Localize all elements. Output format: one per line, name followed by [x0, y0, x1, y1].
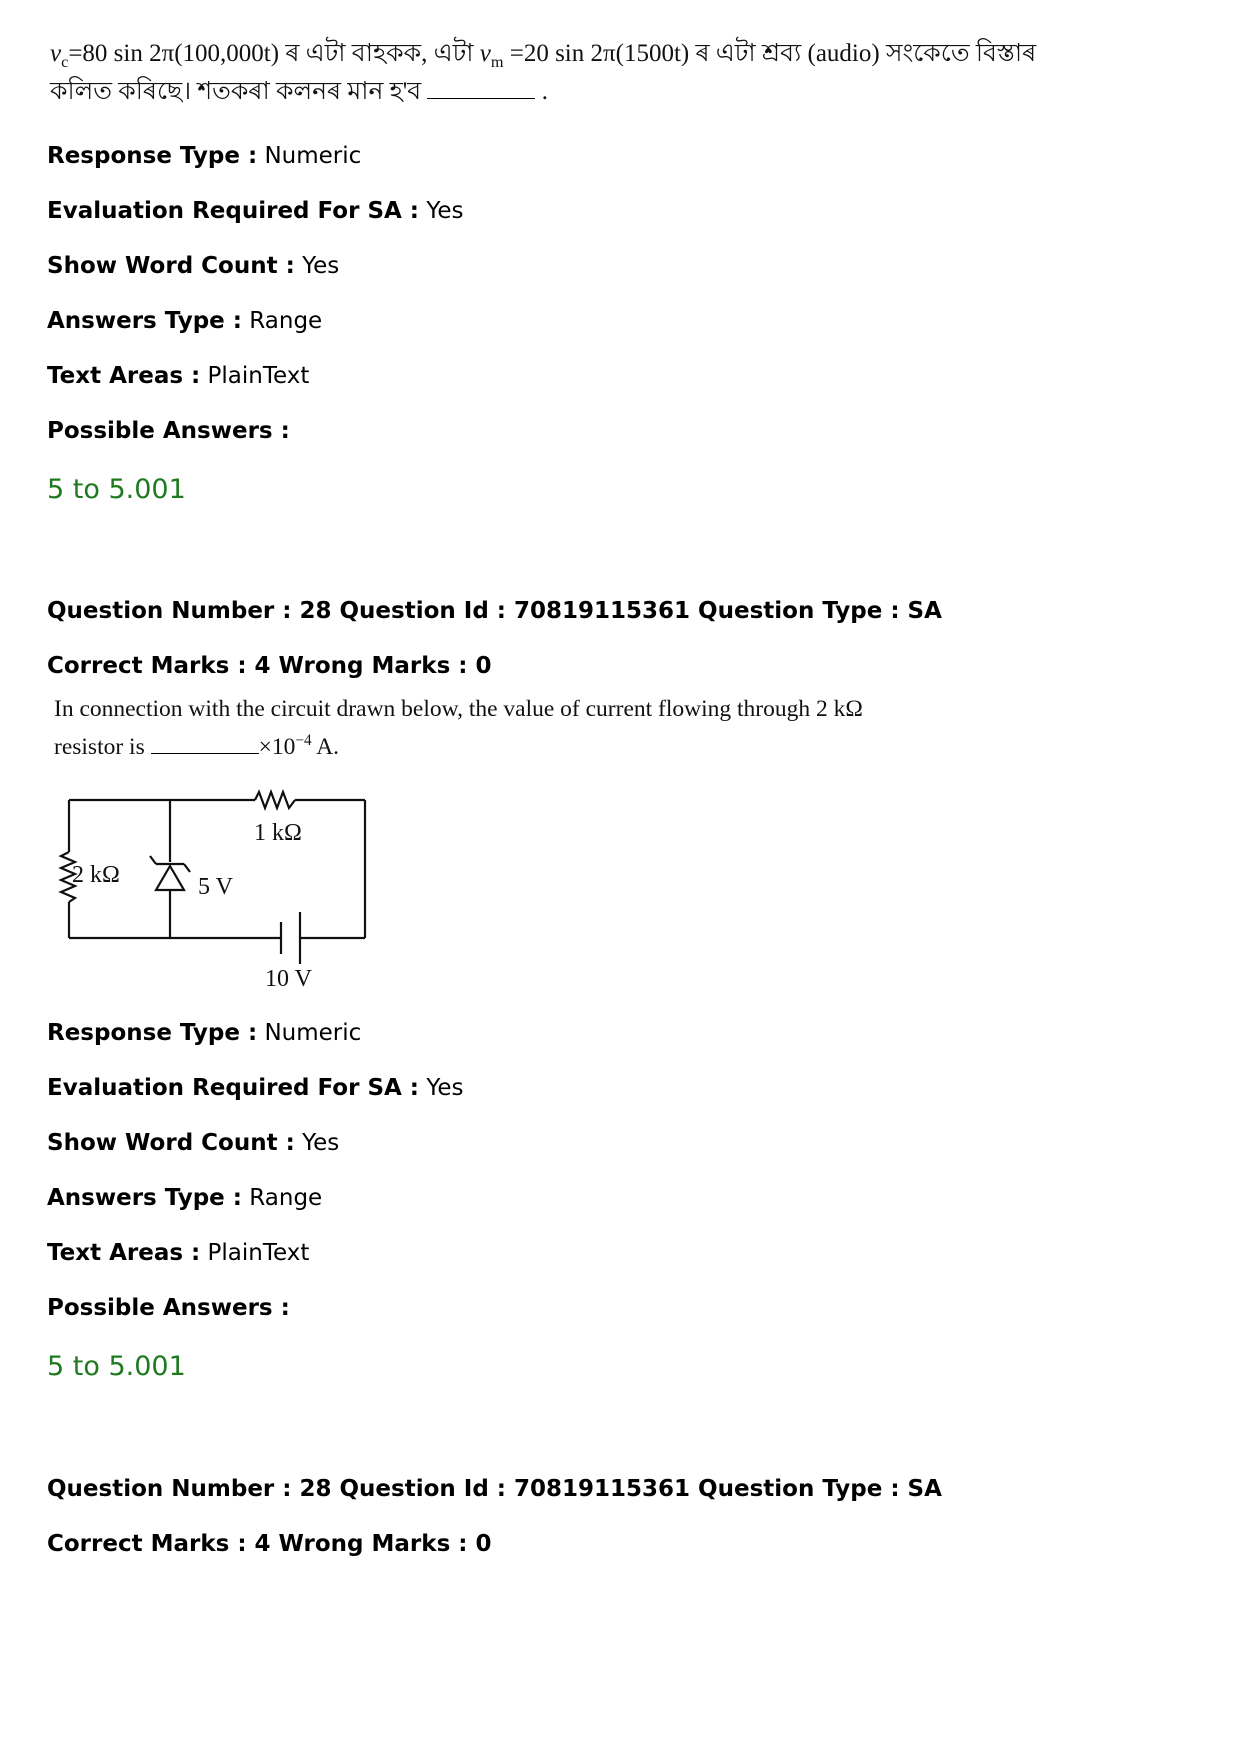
answers-type: Answers Type : Range	[47, 1185, 323, 1211]
question-text-line-2: resistor is $\times 10^{-4}$ A.	[54, 732, 340, 760]
label-zener: 5 V	[198, 874, 233, 900]
question-marks: Correct Marks : 4 Wrong Marks : 0	[47, 1531, 492, 1557]
show-word-count: Show Word Count : Yes	[47, 1130, 340, 1156]
possible-answer: 5 to 5.001	[47, 1351, 186, 1382]
question-text-line-2: কলিত কৰিছে। শতকৰা কলনৰ মান হ'ব .	[50, 78, 548, 105]
answer-blank	[427, 93, 535, 99]
resistor-1k	[255, 792, 295, 808]
possible-answer: 5 to 5.001	[47, 474, 186, 505]
text-areas: Text Areas : PlainText	[47, 1240, 310, 1266]
possible-answers-label: Possible Answers :	[47, 1295, 290, 1321]
label-1k: 1 kΩ	[254, 820, 302, 846]
question-header: Question Number : 28 Question Id : 70819115361 Question Type : SA	[47, 598, 942, 624]
question-text-line-1: In connection with the circuit drawn below, the value of current flowing through 2 kΩ	[54, 696, 863, 722]
question-header: Question Number : 28 Question Id : 70819115361 Question Type : SA	[47, 1476, 942, 1502]
answer-blank	[151, 748, 259, 754]
question-text-line-1: $v_c=80$ sin 2π(100,000t) ৰ এটা বাহকক, এটা $v_m =20$ sin 2π(1500t) ৰ এটা শ্ৰব্য (audio) সংকেতে বিস্তাৰ	[50, 40, 1037, 71]
possible-answers-label: Possible Answers :	[47, 418, 290, 444]
label-battery: 10 V	[265, 966, 312, 992]
question-marks: Correct Marks : 4 Wrong Marks : 0	[47, 653, 492, 679]
zener-diode	[156, 864, 184, 890]
text-areas: Text Areas : PlainText	[47, 363, 310, 389]
answers-type: Answers Type : Range	[47, 308, 323, 334]
circuit-diagram	[55, 786, 385, 996]
show-word-count: Show Word Count : Yes	[47, 253, 340, 279]
evaluation-required: Evaluation Required For SA : Yes	[47, 198, 464, 224]
response-type: Response Type : Numeric	[47, 143, 362, 169]
evaluation-required: Evaluation Required For SA : Yes	[47, 1075, 464, 1101]
response-type: Response Type : Numeric	[47, 1020, 362, 1046]
label-2k: 2 kΩ	[72, 862, 120, 888]
